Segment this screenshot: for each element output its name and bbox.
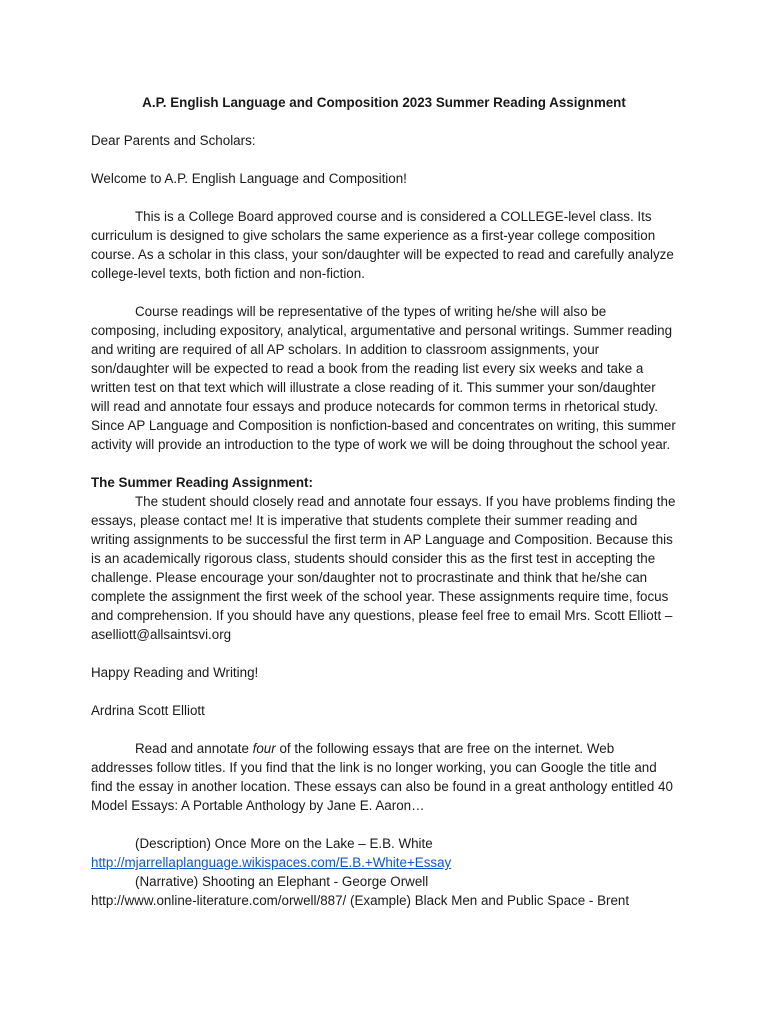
essay-link-text: http://www.online-literature.com/orwell/887/ (Example) Black Men and Public Space - Brent	[91, 893, 630, 908]
instructions-paragraph	[91, 739, 677, 815]
document-body	[91, 93, 677, 910]
essay-title: (Description) Once More on the Lake – E.B. White	[135, 836, 433, 851]
welcome-line: Welcome to A.P. English Language and Composition!	[91, 171, 407, 186]
instructions-emphasis: four	[252, 741, 276, 756]
assignment-paragraph: The student should closely read and annotate four essays. If you have problems finding the essays, please contact me! It is imperative that students complete their summer reading and writing assignments to be successful the first term in AP Language and Composition. Because this is an academically rigorous class, students should consider this as the first test in accepting the challenge. Please encourage your son/daughter not to procrastinate and think that he/she can complete the assignment the first week of the school year. These assignments require time, focus and comprehension. If you should have any questions, please feel free to email Mrs. Scott Elliott – aselliott@allsaintsvi.org	[91, 494, 676, 642]
essay-link[interactable]: http://mjarrellaplanguage.wikispaces.com/E.B.+White+Essay	[91, 855, 452, 870]
document-title: A.P. English Language and Composition 2023 Summer Reading Assignment	[142, 95, 626, 110]
salutation: Dear Parents and Scholars:	[91, 133, 256, 148]
instructions-text-end: of the following essays that are free on the internet. Web addresses follow titles. If you find that the link is no longer working, you can Google the title and find the essay in another location. These essays can also be found in a great anthology entitled 40 Model Essays: A Portable Anthology by Jane E. Aaron…	[91, 741, 673, 813]
essay-title: (Narrative) Shooting an Elephant - George Orwell	[135, 874, 429, 889]
intro-paragraph: This is a College Board approved course and is considered a COLLEGE-level class. Its curriculum is designed to give scholars the same experience as a first-year college composition course. As a scholar in this class, your son/daughter will be expected to read and carefully analyze college-level texts, both fiction and non-fiction.	[91, 209, 674, 281]
closing-line: Happy Reading and Writing!	[91, 665, 259, 680]
essay-link-row	[91, 853, 677, 872]
signature: Ardrina Scott Elliott	[91, 703, 205, 718]
assignment-heading: The Summer Reading Assignment:	[91, 475, 313, 490]
course-readings-paragraph: Course readings will be representative of the types of writing he/she will also be composing, including expository, analytical, argumentative and personal writings. Summer reading and writing are required of all AP scholars. In addition to classroom assignments, your son/daughter will be expected to read a book from the reading list every six weeks and take a written test on that text which will illustrate a close reading of it. This summer your son/daughter will read and annotate four essays and produce notecards for common terms in rhetorical study. Since AP Language and Composition is nonfiction-based and concentrates on writing, this summer activity will provide an introduction to the type of work we will be doing throughout the school year.	[91, 304, 676, 452]
instructions-text-start: Read and annotate	[135, 741, 253, 756]
